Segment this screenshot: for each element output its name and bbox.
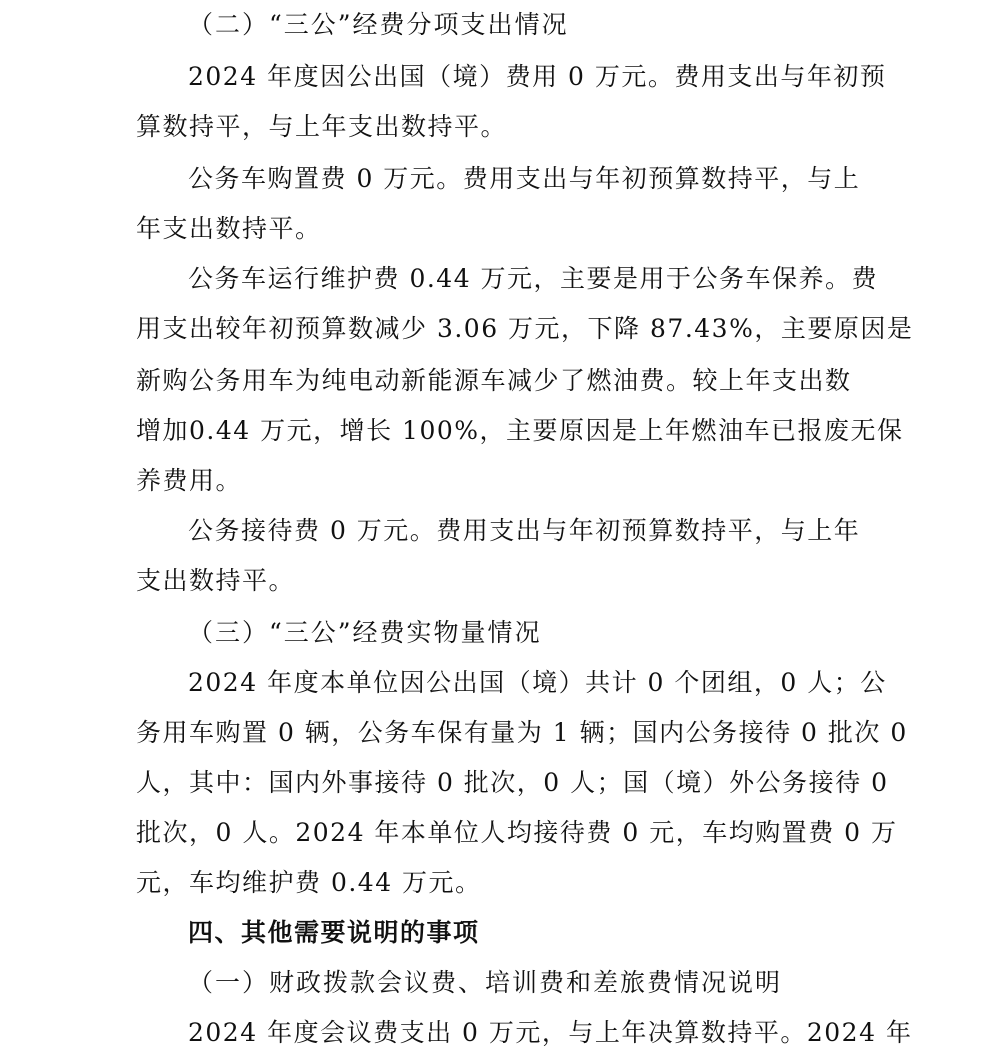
paragraph-line: 算数持平，与上年支出数持平。 (136, 112, 508, 141)
subsection-heading-meeting-training-travel: （一）财政拨款会议费、培训费和差旅费情况说明 (188, 968, 783, 997)
paragraph-line: 养费用。 (136, 466, 243, 495)
paragraph-line: 批次，0 人。2024 年本单位人均接待费 0 元，车均购置费 0 万 (136, 818, 898, 847)
paragraph-line: 支出数持平。 (136, 566, 296, 595)
paragraph-line: 公务车购置费 0 万元。费用支出与年初预算数持平，与上 (188, 164, 861, 193)
paragraph-line: 用支出较年初预算数减少 3.06 万元，下降 87.43%，主要原因是 (136, 314, 914, 343)
paragraph-line: 年支出数持平。 (136, 214, 322, 243)
paragraph-line: 元，车均维护费 0.44 万元。 (136, 868, 482, 897)
paragraph-line: 增加0.44 万元，增长 100%，主要原因是上年燃油车已报废无保 (136, 416, 904, 445)
paragraph-line: 新购公务用车为纯电动新能源车减少了燃油费。较上年支出数 (136, 366, 852, 395)
section-heading-three-public-physical-quantity: （三）“三公”经费实物量情况 (188, 618, 542, 647)
paragraph-line: 人，其中：国内外事接待 0 批次，0 人；国（境）外公务接待 0 (136, 768, 889, 797)
paragraph-line: 2024 年度会议费支出 0 万元，与上年决算数持平。2024 年 (188, 1018, 913, 1047)
paragraph-line: 务用车购置 0 辆，公务车保有量为 1 辆；国内公务接待 0 批次 0 (136, 718, 908, 747)
section-heading-three-public-expenses-itemized: （二）“三公”经费分项支出情况 (188, 10, 569, 39)
paragraph-line: 2024 年度本单位因公出国（境）共计 0 个团组，0 人；公 (188, 668, 887, 697)
paragraph-line: 公务接待费 0 万元。费用支出与年初预算数持平，与上年 (188, 516, 861, 545)
paragraph-line: 公务车运行维护费 0.44 万元，主要是用于公务车保养。费 (188, 264, 879, 293)
paragraph-line: 2024 年度因公出国（境）费用 0 万元。费用支出与年初预 (188, 62, 887, 91)
section-heading-other-matters: 四、其他需要说明的事项 (188, 918, 480, 947)
